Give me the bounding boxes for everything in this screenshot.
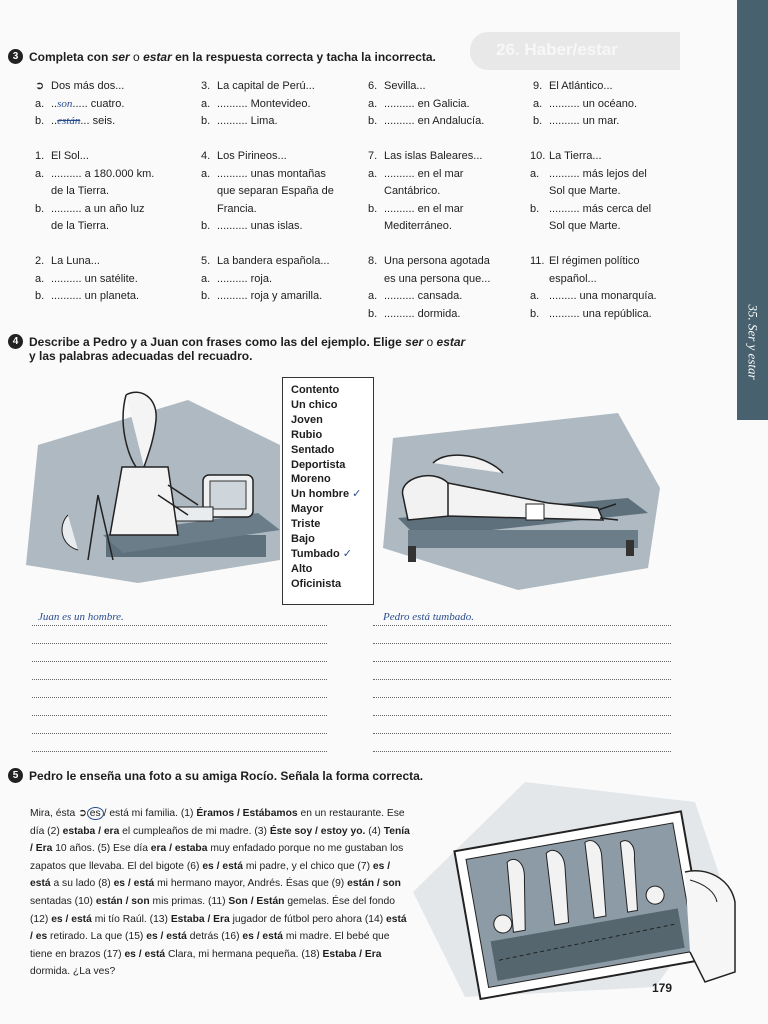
writing-line[interactable]	[373, 751, 671, 752]
page-number: 179	[652, 981, 673, 995]
word-item: Alto	[291, 562, 313, 575]
faded-banner: 26. Haber/estar	[470, 32, 680, 70]
example-answer-a: son	[57, 97, 73, 110]
check-icon: ✓	[342, 547, 352, 560]
writing-line[interactable]	[373, 643, 671, 644]
exercise-item: 8. Una persona agotada es una persona que... a. .......... cansada. b. .......... dormida.	[368, 255, 491, 320]
word-bank	[282, 377, 374, 605]
writing-line[interactable]	[373, 733, 671, 734]
check-icon: ✓	[352, 488, 362, 501]
word-item: Un chico	[291, 398, 338, 411]
section-3-heading	[8, 50, 436, 64]
section-5-paragraph: Mira, ésta ➲ es / está mi familia. (1) Éramos / Estábamos en un restaurante. Ese día (2) estaba / era el cumpleaños de mi madre. (3) Éste soy / estoy yo. (4) Tenía / Era 10 años. (5) Ese día era / estaba muy enfadado porque no me gustaban los zapatos que llevaba. El del bigote (6) es / está mi padre, y el chico que (7) es / está a su lado (8) es / está mi hermano mayor, Andrés. Ésas que (9) están / son sentadas (10) están / son mis primas. (11) Son / Están gemelas. Ése del fondo (12) es / está mi tío Raúl. (13) Estaba / Era jugador de fútbol pero ahora (14) está / es retirado. La que (15) es / está detrás (16) es / está mi madre. El bebé que tiene en brazos (17) es / está Clara, mi hermana pequeña. (18) Estaba / Era dormida. ¿La ves?	[30, 808, 410, 978]
writing-line[interactable]	[373, 661, 671, 662]
section-5-instruction: Pedro le enseña una foto a su amiga Rocío. Señala la forma correcta.	[29, 769, 424, 783]
writing-line[interactable]	[32, 751, 327, 752]
section-3-number: 3	[8, 49, 23, 64]
exercise-example: ➲ Dos más dos... a. ..son..... cuatro. b. ..están... seis.	[35, 80, 125, 127]
example-arrow-icon: ➲	[35, 80, 45, 92]
writing-line[interactable]	[32, 661, 327, 662]
word-item: Sentado	[291, 443, 335, 456]
writing-line[interactable]	[32, 643, 327, 644]
juan-at-desk-illustration	[18, 385, 283, 585]
word-item: Mayor	[291, 503, 324, 516]
exercise-item: 10. La Tierra... a. .......... más lejos del Sol que Marte. b. .......... más cerca del Sol que Marte.	[530, 150, 652, 232]
section-4-number: 4	[8, 334, 23, 349]
chapter-side-tab-label: 35. Ser y estar	[745, 304, 761, 380]
writing-line[interactable]	[373, 679, 671, 680]
word-item: Un hombre ✓	[291, 488, 362, 501]
exercise-item: 2. La Luna... a. .......... un satélite. b. .......... un planeta.	[35, 255, 140, 302]
word-item: Deportista	[291, 458, 346, 471]
word-item: Moreno	[291, 473, 331, 486]
exercise-item: 3. La capital de Perú... a. .......... Montevideo. b. .......... Lima.	[201, 80, 315, 127]
exercise-item: 4. Los Pirineos... a. .......... unas montañas que separan España de Francia. b. .......... unas islas.	[201, 150, 334, 232]
exercise-item: 11. El régimen político español... a. ......... una monarquía. b. .......... una república.	[530, 255, 657, 320]
section-3-instruction: Completa con ser o estar en la respuesta correcta y tacha la incorrecta.	[29, 50, 436, 64]
juan-example-sentence: Juan es un hombre.	[38, 611, 124, 623]
exercise-item: 6. Sevilla... a. .......... en Galicia. b. .......... en Andalucía.	[368, 80, 485, 127]
section-4-heading	[8, 335, 465, 363]
section-5-number: 5	[8, 768, 23, 783]
exercise-item: 5. La bandera española... a. .......... roja. b. .......... roja y amarilla.	[201, 255, 330, 302]
word-item: Tumbado ✓	[291, 547, 352, 560]
pedro-lying-illustration	[378, 408, 663, 593]
family-photo-illustration	[405, 772, 737, 1002]
writing-line[interactable]	[32, 733, 327, 734]
word-item: Triste	[291, 518, 321, 531]
word-item: Bajo	[291, 533, 315, 546]
writing-line[interactable]	[32, 697, 327, 698]
word-item: Contento	[291, 384, 340, 396]
writing-line[interactable]	[373, 625, 671, 626]
word-item: Rubio	[291, 428, 323, 441]
circled-answer: es	[87, 807, 104, 820]
writing-line[interactable]	[32, 679, 327, 680]
writing-line[interactable]	[373, 715, 671, 716]
section-5-heading	[8, 769, 423, 783]
writing-line[interactable]	[373, 697, 671, 698]
exercise-item: 7. Las islas Baleares... a. .......... en el mar Cantábrico. b. .......... en el mar Mediterráneo.	[368, 150, 483, 232]
word-item: Joven	[291, 413, 323, 426]
exercise-item: 9. El Atlántico... a. .......... un océano. b. .......... un mar.	[533, 80, 638, 127]
example-answer-b: están	[57, 115, 81, 127]
example-arrow-icon: ➲	[78, 808, 87, 819]
word-item: Oficinista	[291, 577, 342, 590]
writing-line[interactable]	[32, 625, 327, 626]
exercise-item: 1. El Sol... a. .......... a 180.000 km. de la Tierra. b. .......... a un año luz de la Tierra.	[35, 150, 155, 232]
section-4-instruction: Describe a Pedro y a Juan con frases como las del ejemplo. Elige ser o estar y las palabras adecuadas del recuadro.	[29, 335, 466, 363]
writing-line[interactable]	[32, 715, 327, 716]
pedro-example-sentence: Pedro está tumbado.	[383, 611, 474, 623]
